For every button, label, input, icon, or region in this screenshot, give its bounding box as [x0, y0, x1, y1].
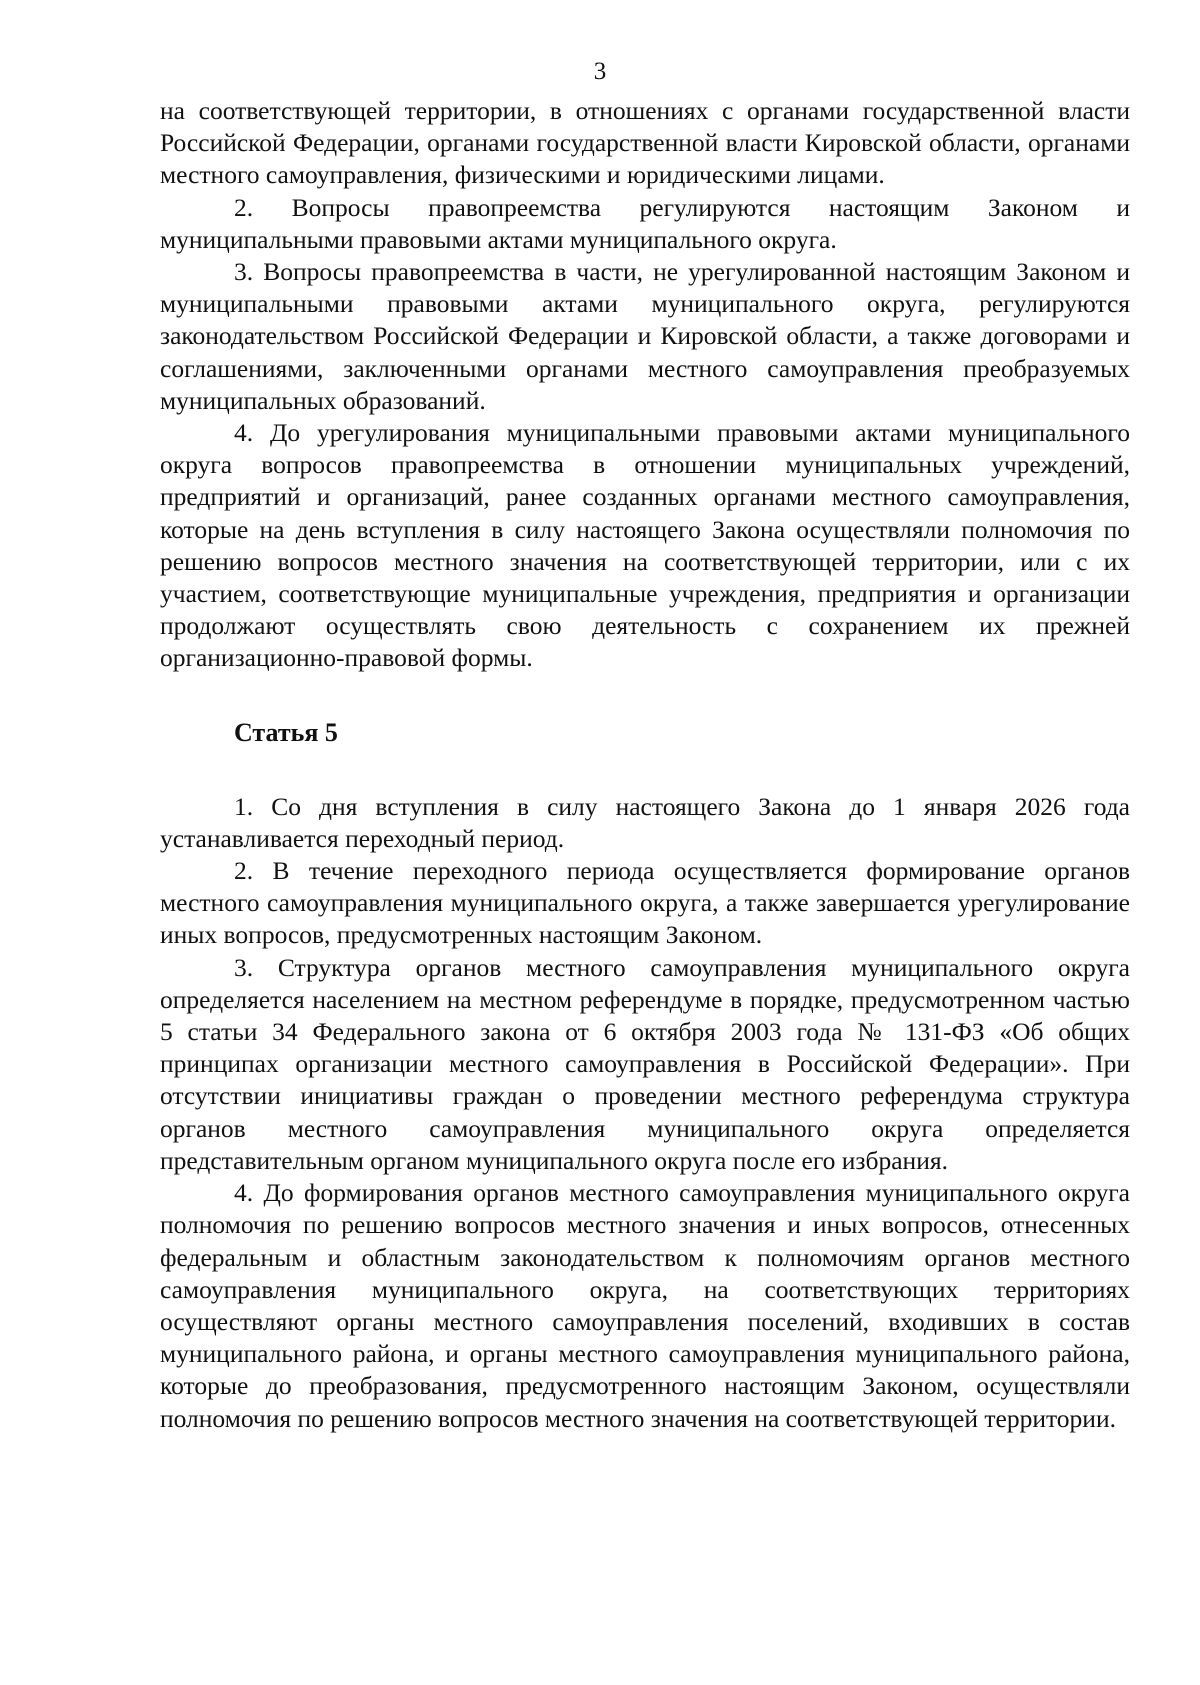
article5-paragraph-1: 1. Со дня вступления в силу настоящего Закона до 1 января 2026 года устанавливается переходный период.: [160, 791, 1130, 853]
article-heading: Статья 5: [234, 717, 338, 747]
article5-paragraph-4: 4. До формирования органов местного самоуправления муниципального округа полномочия по решению вопросов местного значения и иных вопросов, отнесенных федеральным и областным законодательством к полномочиям органов местного самоуправления муниципального округа, на соответствующих территориях осуществляют органы местного самоуправления поселений, входивших в состав муниципального района, и органы местного самоуправления муниципального района, которые до преобразования, предусмотренного настоящим Законом, осуществляли полномочия по решению вопросов местного значения на соответствующей территории.: [160, 1178, 1130, 1433]
paragraph-item-4: 4. До урегулирования муниципальными правовыми актами муниципального округа вопросов правопреемства в отношении муниципальных учреждений, предприятий и организаций, ранее созданных органами местного самоуправления, которые на день вступления в силу настоящего Закона осуществляли полномочия по решению вопросов местного значения на соответствующей территории, или с их участием, соответствующие муниципальные учреждения, предприятия и организации продолжают осуществлять свою деятельность с сохранением их прежней организационно-правовой формы.: [160, 418, 1130, 673]
paragraph-continuation: на соответствующей территории, в отношениях с органами государственной власти Российской Федерации, органами государственной власти Кировской области, органами местного самоуправления, физическими и юридическими лицами.: [160, 96, 1130, 190]
document-body: [160, 95, 1130, 1435]
article5-paragraph-3: 3. Структура органов местного самоуправления муниципального округа определяется населением на местном референдуме в порядке, предусмотренном частью 5 статьи 34 Федерального закона от 6 октября 2003 года № 131-ФЗ «Об общих принципах организации местного самоуправления в Российской Федерации». При отсутствии инициативы граждан о проведении местного референдума структура органов местного самоуправления муниципального округа определяется представительным органом муниципального округа после его избрания.: [160, 952, 1130, 1175]
paragraph-item-3: 3. Вопросы правопреемства в части, не урегулированной настоящим Законом и муниципальными правовыми актами муниципального округа, регулируются законодательством Российской Федерации и Кировской области, а также договорами и соглашениями, заключенными органами местного самоуправления преобразуемых муниципальных образований.: [160, 257, 1130, 415]
paragraph-item-2: 2. Вопросы правопреемства регулируются настоящим Законом и муниципальными правовыми актами муниципального округа.: [160, 192, 1130, 254]
article5-paragraph-2: 2. В течение переходного периода осуществляется формирование органов местного самоуправления муниципального округа, а также завершается урегулирование иных вопросов, предусмотренных настоящим Законом.: [160, 856, 1130, 950]
page-number: 3: [593, 58, 607, 85]
